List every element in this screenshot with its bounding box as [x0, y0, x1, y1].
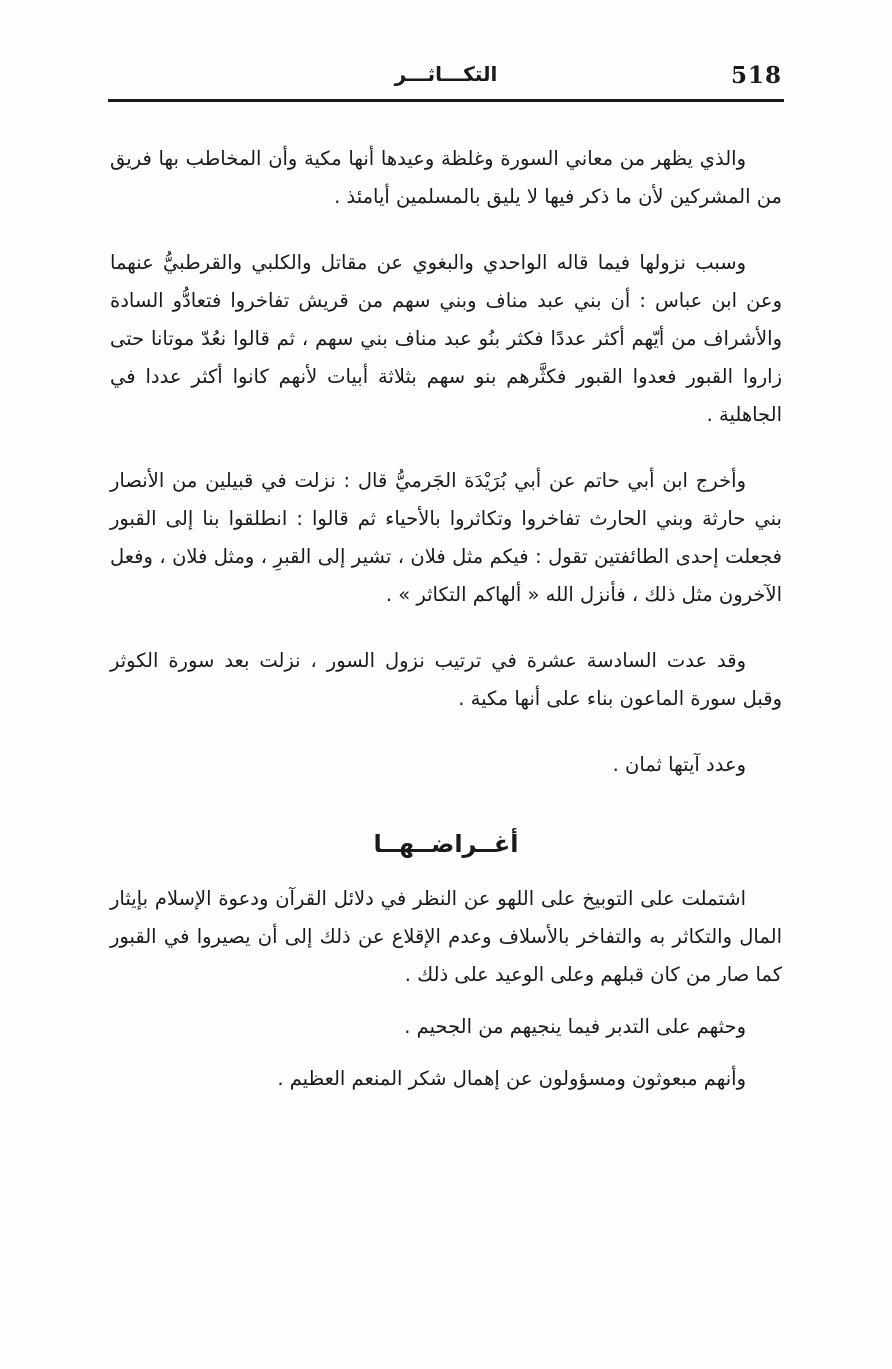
running-title: التكـــاثـــر: [394, 62, 498, 86]
paragraph-revelation-order: وقد عدت السادسة عشرة في ترتيب نزول السور ، نزلت بعد سورة الكوثر وقبل سورة الماعون بناء على أنها مكية .: [110, 649, 782, 710]
paragraph-aims-resurrection: وأنهم مبعوثون ومسؤولون عن إهمال شكر المنعم العظيم .: [277, 1067, 746, 1090]
page-body: [110, 140, 782, 1098]
paragraph-revelation-cause: وسبب نزولها فيما قاله الواحدي والبغوي عن مقاتل والكلبي والقرطبيُّ عنهما وعن ابن عباس : أن بني عبد مناف وبني سهم من قريش تفاخروا فتعادُّو السادة والأشراف من أيّهم أكثر عددًا فكثر بنُو عبد مناف بني سهم ، ثم قالوا نعُدّ موتانا حتى زاروا القبور فعدوا القبور فكثَّرهم بنو سهم بثلاثة أبيات لأنهم كانوا أكثر عددا في الجاهلية .: [110, 251, 782, 426]
section-heading: أغــراضــهــا: [373, 830, 519, 858]
page-number: 518: [730, 62, 782, 89]
page-header: [108, 56, 784, 102]
paragraph-verse-count: وعدد آيتها ثمان .: [612, 753, 746, 776]
paragraph-ibn-abi-hatim: وأخرج ابن أبي حاتم عن أبي بُرَيْدَة الجَرميُّ قال : نزلت في قبيلين من الأنصار بني حارثة وبني الحارث تفاخروا وتكاثروا بالأحياء ثم قالوا : انطلقوا بنا إلى القبور فجعلت إحدى الطائفتين تقول : فيكم مثل فلان ، تشير إلى القبرِ ، ومثل فلان ، وفعل الآخرون مثل ذلك ، فأنزل الله « ألهاكم التكاثر » .: [110, 469, 782, 606]
paragraph-aims-reflection: وحثهم على التدبر فيما ينجيهم من الجحيم .: [404, 1015, 746, 1038]
paragraph-meccan-origin: والذي يظهر من معاني السورة وغلظة وعيدها أنها مكية وأن المخاطب بها فريق من المشركين لأن ما ذكر فيها لا يليق بالمسلمين أيامئذ .: [110, 147, 782, 208]
paragraph-aims-rebuke: اشتملت على التوبيخ على اللهو عن النظر في دلائل القرآن ودعوة الإسلام بإيثار المال والتكاثر به والتفاخر بالأسلاف وعدم الإقلاع عن ذلك إلى أن يصيروا في القبور كما صار من كان قبلهم وعلى الوعيد على ذلك .: [110, 887, 782, 986]
header-rule: [108, 99, 784, 102]
